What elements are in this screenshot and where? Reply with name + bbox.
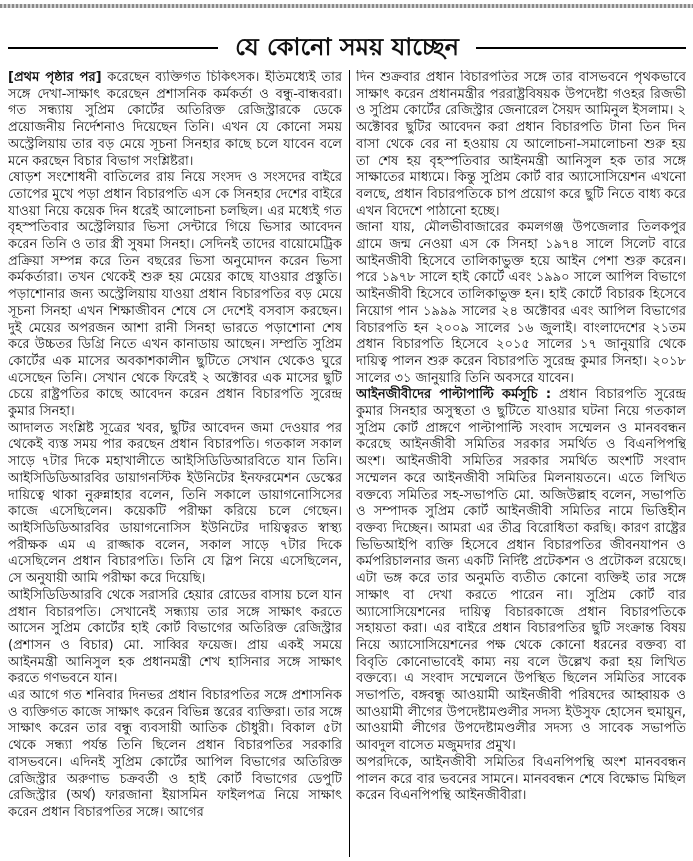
continuation-label: [প্রথম পৃষ্ঠার পর] — [8, 70, 102, 85]
headline-rule-right — [476, 47, 686, 49]
paragraph: এর আগে গত শনিবার দিনভর প্রধান বিচারপতির সঙ্গে প্রশাসনিক ও ব্যক্তিগত কাজে সাক্ষাৎ করেন বিভিন্ন স্তরের ব্যক্তিরা। তার সঙ্গে সাক্ষাৎ করেন তার বন্ধু ব্যবসায়ী আতিক চৌধুরী। বিকাল ৫টা থেকে সন্ধ্যা পর্যন্ত তিনি ছিলেন প্রধান বিচারপতির সরকারি বাসভবনে। এদিনই সুপ্রিম কোর্টের আপিল বিভাগের অতিরিক্ত রেজিস্ট্রার অরুণাভ চক্রবর্তী ও হাই কোর্ট বিভাগের ডেপুটি রেজিস্ট্রার (অর্থ) ফারজানা ইয়াসমিন ফাইলপত্র নিয়ে সাক্ষাৎ করেন প্রধান বিচারপতির সঙ্গে। আগের — [8, 688, 342, 820]
paragraph: জানা যায়, মৌলভীবাজারের কমলগঞ্জ উপজেলার তিলকপুর গ্রামে জন্ম নেওয়া এস কে সিনহা ১৯৭৪ সালে সিলেট বারে আইনজীবী হিসেবে তালিকাভুক্ত হয়ে আইন পেশা শুরু করেন। পরে ১৯৭৮ সালে হাই কোর্টে এবং ১৯৯০ সালে আপিল বিভাগে আইনজীবী হিসেবে তালিকাভুক্ত হন। হাই কোর্টে বিচারক হিসেবে নিয়োগ পান ১৯৯৯ সালের ২৪ অক্টোবর এবং আপিল বিভাগের বিচারপতি হন ২০০৯ সালের ১৬ জুলাই। বাংলাদেশের ২১তম প্রধান বিচারপতি হিসেবে ২০১৫ সালের ১৭ জানুয়ারি থেকে দায়িত্ব পালন শুরু করেন বিচারপতি সুরেন্দ্র কুমার সিনহা। ২০১৮ সালের ৩১ জানুয়ারি তিনি অবসরে যাবেন। — [356, 220, 686, 386]
headline: যে কোনো সময় যাচ্ছেন — [235, 33, 459, 61]
paragraph — [356, 387, 686, 754]
subhead: আইনজীবীদের পাল্টাপাল্টি কর্মসূচি : — [356, 387, 552, 403]
paragraph-text: প্রধান বিচারপতি সুরেন্দ্র কুমার সিনহার অসুস্থতা ও ছুটিতে যাওয়ার ঘটনা নিয়ে গতকাল সুপ্রিম কোর্ট প্রাঙ্গণে পাল্টাপাল্টি সংবাদ সম্মেলন ও মানববন্ধন করেছে আইনজীবী সমিতির সরকার সমর্থিত ও বিএনপিপন্থি অংশ। আইনজীবী সমিতির সরকার সমর্থিত অংশটি সংবাদ সম্মেলন করে আইনজীবী সমিতির মিলনায়তনে। এতে লিখিত বক্তব্যে সমিতির সহ-সভাপতি মো. অজিউল্লাহ বলেন, সভাপতি ও সম্পাদক সুপ্রিম কোর্ট আইনজীবী সমিতির নামে ভিত্তিহীন বক্তব্য দিচ্ছেন। আমরা এর তীব্র বিরোধিতা করছি। কারণ রাষ্ট্রের ভিভিআইপি ব্যক্তি হিসেবে প্রধান বিচারপতির জীবনযাপন ও কর্মপরিচালনার জন্য একটি নির্দিষ্ট প্রটেকশন ও প্রটোকল রয়েছে। এটা ভঙ্গ করে তার অনুমতি ব্যতীত কোনো ব্যক্তিই তার সঙ্গে সাক্ষাৎ বা দেখা করতে পারেন না। সুপ্রিম কোর্ট বার অ্যাসোসিয়েশনের দায়িত্ব বিচারকাজে প্রধান বিচারপতিকে সহায়তা করা। এর বাইরে প্রধান বিচারপতির ছুটি সংক্রান্ত বিষয় নিয়ে অ্যাসোসিয়েশনের পক্ষ থেকে কোনো ধরনের বক্তব্য বা বিবৃতি কোনোভাবেই কাম্য নয় বলে উল্লেখ করা হয় লিখিত বক্তব্যে। এ সংবাদ সম্মেলনে উপস্থিত ছিলেন সমিতির সাবেক সভাপতি, বঙ্গবন্ধু আওয়ামী আইনজীবী পরিষদের আহ্বায়ক ও আওয়ামী লীগের উপদেষ্টামণ্ডলীর সদস্য ইউসুফ হোসেন হুমায়ুন, আওয়ামী লীগের উপদেষ্টামণ্ডলীর সদস্য ও সাবেক সভাপতি আবদুল বাসেত মজুমদার প্রমুখ। — [356, 387, 686, 754]
paragraph: আইসিডিডিআরবি থেকে সরাসরি হেয়ার রোডের বাসায় চলে যান প্রধান বিচারপতি। সেখানেই সন্ধ্যায় তার সঙ্গে সাক্ষাৎ করতে আসেন সুপ্রিম কোর্টের হাই কোর্ট বিভাগের অতিরিক্ত রেজিস্ট্রার (প্রশাসন ও বিচার) মো. সাব্বির ফয়েজ। প্রায় একই সময়ে আইনমন্ত্রী আনিসুল হক প্রধানমন্ত্রী শেখ হাসিনার সঙ্গে সাক্ষাৎ করতে গণভবনে যান। — [8, 587, 342, 687]
top-border-rule — [0, 4, 693, 8]
paragraph: ষোড়শ সংশোধনী বাতিলের রায় নিয়ে সংসদ ও সংসদের বাইরে তোপের মুখে পড়া প্রধান বিচারপতি এস কে সিনহার দেশের বাইরে যাওয়া নিয়ে কয়েক দিন ধরেই আলোচনা চলছিল। এর মধ্যেই গত বৃহস্পতিবার অস্ট্রেলিয়ার ভিসা সেন্টারে গিয়ে ভিসার আবেদন করেন তিনি ও তার স্ত্রী সুষমা সিনহা। সেদিনই তাদের বায়োমেট্রিক প্রক্রিয়া সম্পন্ন করে তিন বছরের ভিসা অনুমোদন করেন ভিসা কর্মকর্তারা। তখন থেকেই শুরু হয় মেয়ের কাছে যাওয়ার প্রস্তুতি। পড়াশোনার জন্য অস্ট্রেলিয়ায় যাওয়া প্রধান বিচারপতির বড় মেয়ে সূচনা সিনহা এখন শিক্ষাজীবন শেষে সে দেশেই বসবাস করছেন। দুই মেয়ের অপরজন আশা রানী সিনহা ভারতে পড়াশোনা শেষ করে উচ্চতর ডিগ্রি নিতে এখন কানাডায় আছেন। সম্প্রতি সুপ্রিম কোর্টের এক মাসের অবকাশকালীন ছুটিতে সেখান থেকেও ঘুরে এসেছেন তিনি। সেখান থেকে ফিরেই ২ অক্টোবর এক মাসের ছুটি চেয়ে রাষ্ট্রপতির কাছে আবেদন করেন প্রধান বিচারপতি সুরেন্দ্র কুমার সিনহা। — [8, 170, 342, 420]
headline-rule-left — [8, 47, 218, 49]
paragraph — [8, 70, 342, 170]
paragraph: দিন শুক্রবার প্রধান বিচারপতির সঙ্গে তার বাসভবনে পৃথকভাবে সাক্ষাৎ করেন প্রধানমন্ত্রীর পররাষ্ট্রবিষয়ক উপদেষ্টা গওহর রিজভী ও সুপ্রিম কোর্টের রেজিস্ট্রার জেনারেল সৈয়দ আমিনুল ইসলাম। ২ অক্টোবর ছুটির আবেদন করা প্রধান বিচারপতি টানা তিন দিন বাসা থেকে বের না হওয়ায় যে আলোচনা-সমালোচনা শুরু হয় তা শেষ হয় বৃহস্পতিবার আইনমন্ত্রী আনিসুল হক তার সঙ্গে সাক্ষাতের মাধ্যমে। কিন্তু সুপ্রিম কোর্ট বার অ্যাসোসিয়েশন এখনো বলছে, প্রধান বিচারপতিকে চাপ প্রয়োগ করে ছুটি নিতে বাধ্য করে এখন বিদেশে পাঠানো হচ্ছে। — [356, 70, 686, 219]
paragraph: আদালত সংশ্লিষ্ট সূত্রের খবর, ছুটির আবেদন জমা দেওয়ার পর থেকেই ব্যস্ত সময় পার করছেন প্রধান বিচারপতি। গতকাল সকাল সাড়ে ৭টার দিকে মহাখালীতে আইসিডিডিআরবিতে যান তিনি। আইসিডিডিআরবির ডায়াগনস্টিক ইউনিটের ইনফরমেশন ডেস্কের দায়িত্বে থাকা নুরুন্নাহার বলেন, তিনি সকালে ডায়াগনোসিসের কাজে এসেছিলেন। কয়েকটি পরীক্ষা করিয়ে চলে গেছেন। আইসিডিডিআরবির ডায়াগনোসিস ইউনিটের দায়িত্বরত স্বাস্থ্য পরীক্ষক এম এ রাজ্জাক বলেন, সকাল সাড়ে ৭টার দিকে এসেছিলেন প্রধান বিচারপতি। তিনি যে স্লিপ নিয়ে এসেছিলেন, সে অনুযায়ী আমি পরীক্ষা করে দিয়েছি। — [8, 420, 342, 587]
paragraph: অপরদিকে, আইনজীবী সমিতির বিএনপিপন্থি অংশ মানববন্ধন পালন করে বার ভবনের সামনে। মানববন্ধন শেষে বিক্ষোভ মিছিল করেন বিএনপিপন্থি আইনজীবীরা। — [356, 754, 686, 804]
headline-row — [0, 30, 693, 66]
paragraph-text: করেছেন ব্যক্তিগত চিকিৎসক। ইতিমধ্যেই তার সঙ্গে দেখা-সাক্ষাৎ করেছেন প্রশাসনিক কর্মকর্তা ও বন্ধু-বান্ধবরা। গত সন্ধ্যায় সুপ্রিম কোর্টের অতিরিক্ত রেজিস্ট্রারকে ডেকে প্রয়োজনীয় নির্দেশনাও দিয়েছেন তিনি। এখন যে কোনো সময় অস্ট্রেলিয়ায় তার বড় মেয়ে সূচনা সিনহার কাছে চলে যাবেন বলে মনে করছেন বিচার বিভাগ সংশ্লিষ্টরা। — [8, 70, 342, 169]
right-column — [356, 70, 686, 857]
column-divider — [349, 70, 350, 857]
left-column — [8, 70, 342, 857]
